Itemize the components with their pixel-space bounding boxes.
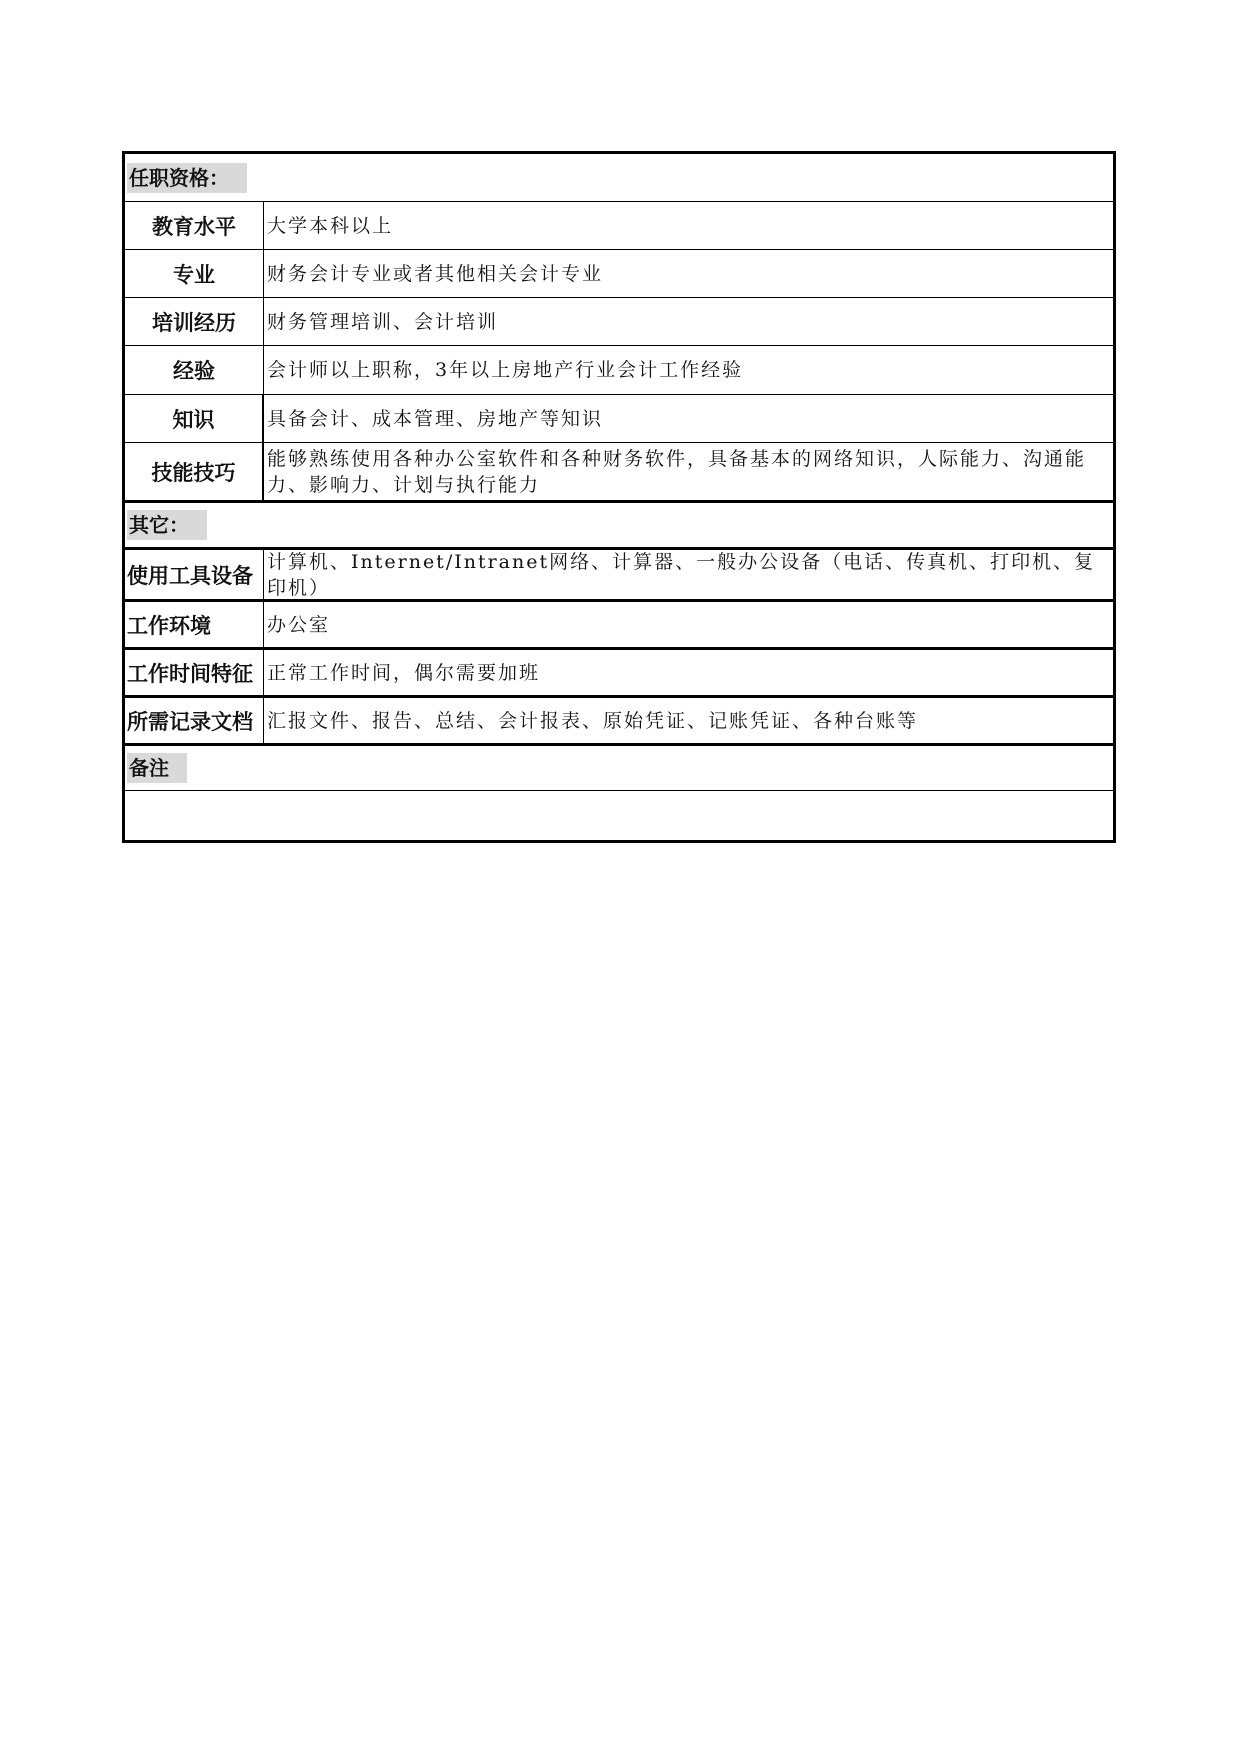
work-hours-label: 工作时间特征	[125, 650, 264, 695]
qualifications-heading: 任职资格：	[127, 163, 247, 193]
training-label: 培训经历	[125, 298, 264, 345]
job-spec-table	[122, 151, 1116, 843]
remarks-heading: 备注	[127, 753, 187, 783]
major-label: 专业	[125, 250, 264, 297]
other-heading: 其它：	[127, 510, 207, 540]
documents-label: 所需记录文档	[125, 698, 264, 743]
remarks-body	[125, 790, 1113, 840]
environment-value: 办公室	[267, 613, 331, 636]
training-value: 财务管理培训、会计培训	[267, 310, 499, 333]
other-header	[125, 500, 1113, 547]
table-row-training	[125, 297, 1113, 345]
education-value: 大学本科以上	[267, 214, 394, 237]
experience-value: 会计师以上职称，3年以上房地产行业会计工作经验	[267, 359, 744, 381]
tools-value: 计算机、Internet/Intranet网络、计算器、一般办公设备（电话、传真机、打印机、复印机）	[267, 550, 1096, 599]
work-hours-value: 正常工作时间，偶尔需要加班	[267, 661, 541, 684]
table-row-work-hours	[125, 647, 1113, 695]
environment-label: 工作环境	[125, 602, 264, 647]
qualifications-header	[125, 154, 1113, 201]
table-row-documents	[125, 695, 1113, 743]
table-row-education	[125, 201, 1113, 249]
table-row-knowledge	[125, 394, 1113, 442]
education-label: 教育水平	[125, 202, 264, 249]
experience-label: 经验	[125, 346, 264, 394]
table-row-major	[125, 249, 1113, 297]
remarks-header	[125, 743, 1113, 790]
table-row-experience	[125, 345, 1113, 394]
skills-value: 能够熟练使用各种办公室软件和各种财务软件，具备基本的网络知识，人际能力、沟通能力、影响力、计划与执行能力	[267, 447, 1087, 496]
documents-value: 汇报文件、报告、总结、会计报表、原始凭证、记账凭证、各种台账等	[267, 709, 919, 732]
table-row-tools	[125, 547, 1113, 599]
tools-label: 使用工具设备	[125, 550, 264, 599]
table-row-environment	[125, 599, 1113, 647]
remarks-content	[125, 791, 1113, 840]
major-value: 财务会计专业或者其他相关会计专业	[267, 262, 604, 285]
knowledge-label: 知识	[125, 395, 264, 442]
knowledge-value: 具备会计、成本管理、房地产等知识	[267, 407, 604, 430]
table-row-skills	[125, 442, 1113, 500]
skills-label: 技能技巧	[125, 443, 264, 500]
